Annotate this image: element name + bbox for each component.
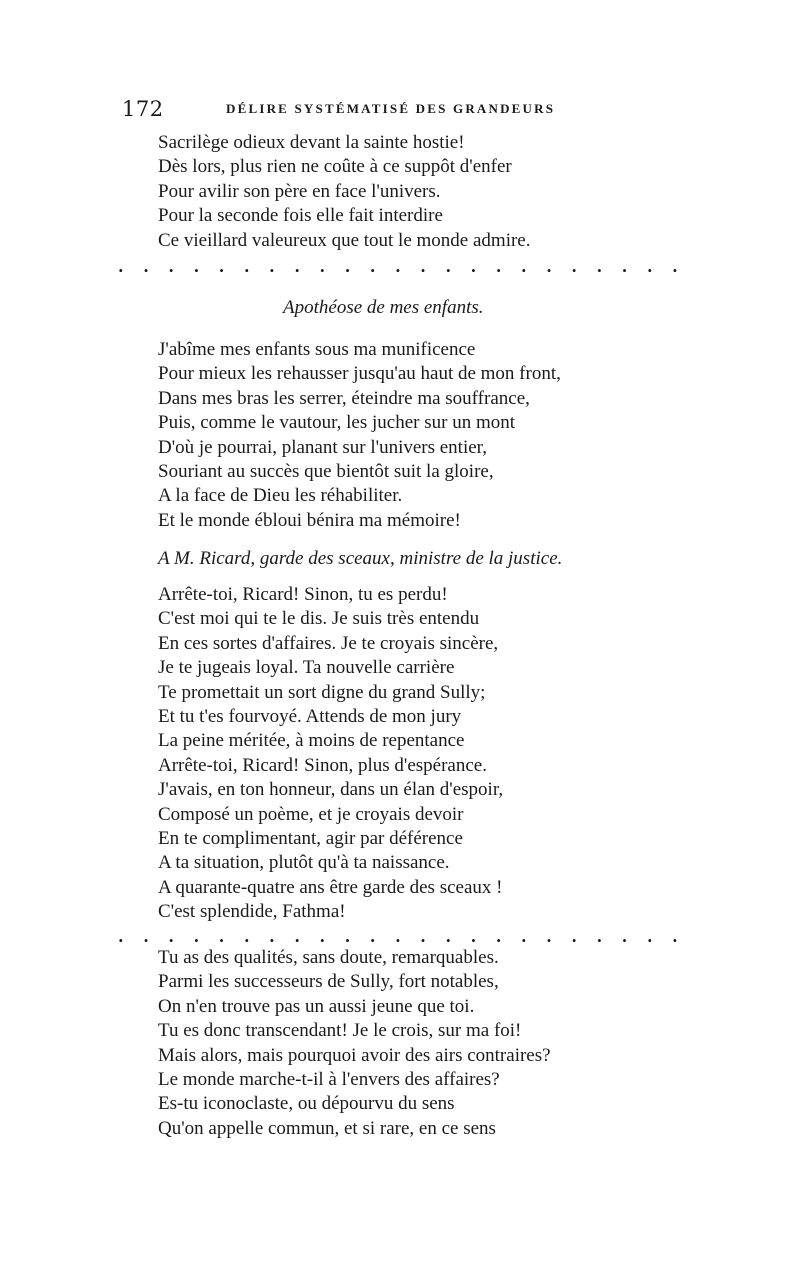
- verse-line: Sacrilège odieux devant la sainte hostie!: [158, 132, 465, 153]
- stanza-1: [158, 131, 531, 253]
- verse-line: Tu es donc transcendant! Je le crois, sur ma foi!: [158, 1020, 522, 1042]
- section-heading-apotheose: Apothéose de mes enfants.: [283, 297, 484, 318]
- verse-line: En ces sortes d'affaires. Je te croyais sincère,: [158, 632, 499, 654]
- verse-line: Arrête-toi, Ricard! Sinon, plus d'espérance.: [158, 754, 487, 776]
- verse-line: J'avais, en ton honneur, dans un élan d'espoir,: [158, 779, 504, 801]
- verse-line: On n'en trouve pas un aussi jeune que toi.: [158, 995, 475, 1017]
- verse-line: Qu'on appelle commun, et si rare, en ce sens: [158, 1117, 496, 1139]
- verse-line: Ce vieillard valeureux que tout le monde admire.: [158, 229, 531, 251]
- verse-line: Pour la seconde fois elle fait interdire: [158, 205, 443, 227]
- verse-line: J'abîme mes enfants sous ma munificence: [158, 339, 476, 360]
- verse-line: C'est moi qui te le dis. Je suis très entendu: [158, 608, 480, 630]
- verse-line: Et tu t'es fourvoyé. Attends de mon jury: [158, 706, 462, 728]
- verse-line: La peine méritée, à moins de repentance: [158, 730, 465, 752]
- verse-line: Souriant au succès que bientôt suit la gloire,: [158, 461, 494, 483]
- verse-line: En te complimentant, agir par déférence: [158, 828, 463, 850]
- verse-line: Puis, comme le vautour, les jucher sur un mont: [158, 412, 516, 434]
- verse-line: Pour avilir son père en face l'univers.: [158, 180, 441, 202]
- stanza-3: [158, 583, 503, 925]
- verse-line: Arrête-toi, Ricard! Sinon, tu es perdu!: [158, 584, 448, 605]
- verse-line: Tu as des qualités, sans doute, remarquables.: [158, 947, 499, 968]
- verse-line: A quarante-quatre ans être garde des sceaux !: [158, 876, 503, 898]
- verse-line: Pour mieux les rehausser jusqu'au haut de mon front,: [158, 363, 561, 385]
- verse-line: Parmi les successeurs de Sully, fort notables,: [158, 971, 499, 993]
- verse-line: C'est splendide, Fathma!: [158, 901, 346, 923]
- verse-line: Je te jugeais loyal. Ta nouvelle carrière: [158, 657, 455, 679]
- page-number: 172: [122, 97, 164, 121]
- dot-leader-separator: . . . . . . . . . . . . . . . . . . . . . . .: [118, 927, 678, 946]
- stanza-4: [158, 946, 551, 1141]
- verse-line: Composé un poème, et je croyais devoir: [158, 803, 464, 825]
- section-heading-ricard: A M. Ricard, garde des sceaux, ministre de la justice.: [158, 548, 563, 569]
- verse-line: D'où je pourrai, planant sur l'univers entier,: [158, 436, 487, 458]
- verse-line: Dès lors, plus rien ne coûte à ce suppôt d'enfer: [158, 156, 512, 178]
- stanza-2: [158, 338, 561, 533]
- dot-leader-separator: . . . . . . . . . . . . . . . . . . . . . . .: [118, 257, 678, 276]
- verse-line: Et le monde ébloui bénira ma mémoire!: [158, 509, 461, 531]
- verse-line: Te promettait un sort digne du grand Sully;: [158, 681, 486, 703]
- running-head: DÉLIRE SYSTÉMATISÉ DES GRANDEURS: [226, 101, 556, 116]
- verse-line: Dans mes bras les serrer, éteindre ma souffrance,: [158, 387, 530, 409]
- verse-line: A la face de Dieu les réhabiliter.: [158, 485, 403, 507]
- verse-line: Mais alors, mais pourquoi avoir des airs contraires?: [158, 1044, 551, 1066]
- verse-line: A ta situation, plutôt qu'à ta naissance.: [158, 852, 450, 874]
- verse-line: Es-tu iconoclaste, ou dépourvu du sens: [158, 1093, 455, 1115]
- verse-line: Le monde marche-t-il à l'envers des affaires?: [158, 1069, 500, 1091]
